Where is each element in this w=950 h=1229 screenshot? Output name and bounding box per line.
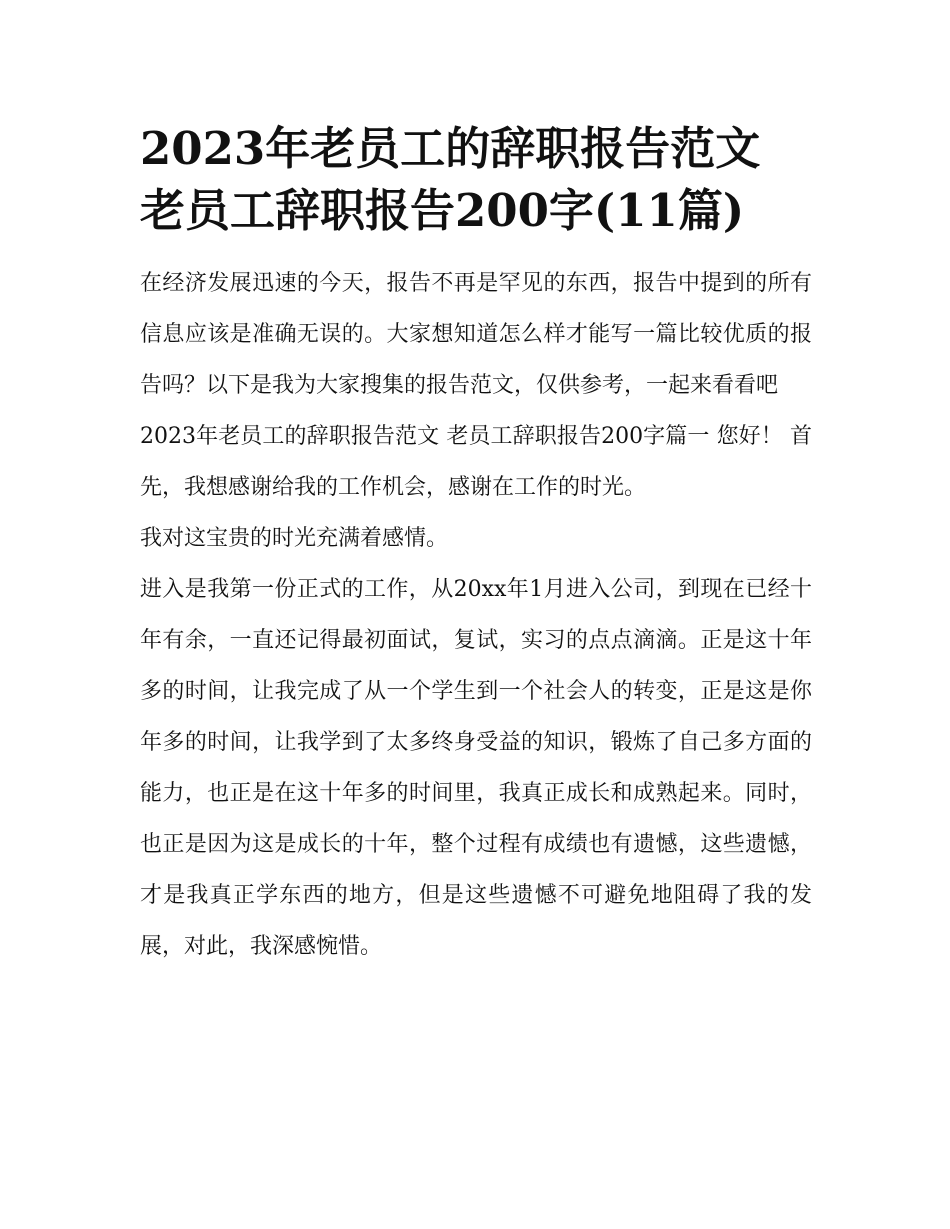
greeting-paragraph: 2023年老员工的辞职报告范文 老员工辞职报告200字篇一 您好！ 首先，我想感谢给我的工作机会，感谢在工作的时光。	[140, 424, 812, 500]
document-body	[140, 118, 812, 972]
document-title: 2023年老员工的辞职报告范文 老员工辞职报告200字(11篇)	[140, 122, 761, 237]
career-paragraph: 进入是我第一份正式的工作，从20xx年1月进入公司，到现在已经十年有余，一直还记得最初面试，复试，实习的点点滴滴。正是这十年多的时间，让我完成了从一个学生到一个社会人的转变，正是这是你年多的时间，让我学到了太多终身受益的知识，锻炼了自己多方面的能力，也正是在这十年多的时间里，我真正成长和成熟起来。同时，也正是因为这是成长的十年，整个过程有成绩也有遗憾，这些遗憾，才是我真正学东西的地方，但是这些遗憾不可避免地阻碍了我的发展，对此，我深感惋惜。	[140, 577, 812, 959]
feeling-paragraph: 我对这宝贵的时光充满着感情。	[140, 526, 449, 551]
intro-paragraph: 在经济发展迅速的今天，报告不再是罕见的东西，报告中提到的所有信息应该是准确无误的。大家想知道怎么样才能写一篇比较优质的报告吗？以下是我为大家搜集的报告范文，仅供参考，一起来看看吧	[140, 271, 812, 398]
